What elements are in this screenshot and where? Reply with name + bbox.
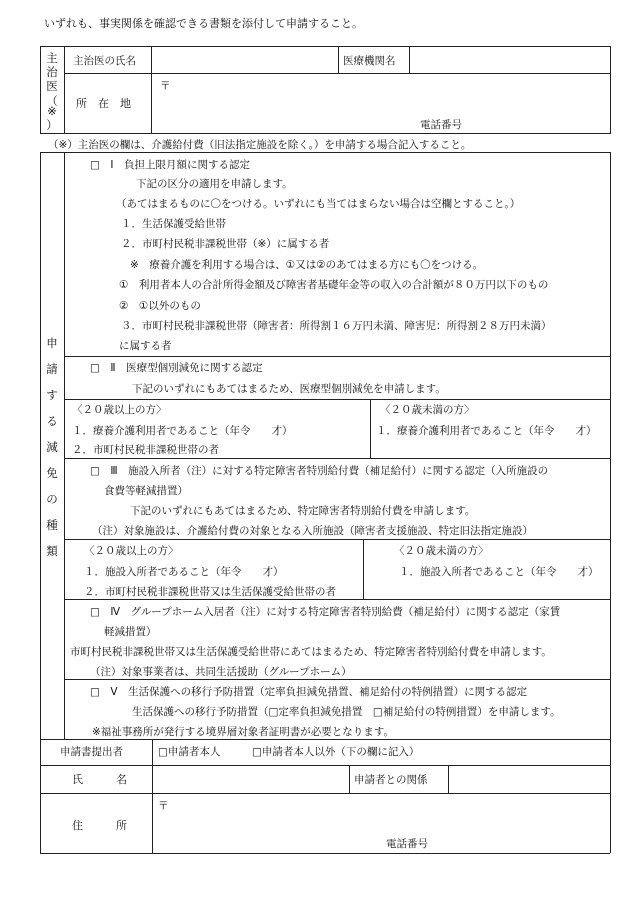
- submitter-option-other[interactable]: □申請者本人以外（下の欄に記入）: [252, 746, 420, 758]
- section-2-left-item2[interactable]: ２．市町村民税非課税世帯の者: [72, 444, 219, 456]
- section-5-note: ※福祉事務所が発行する境界層対象者証明書が必要となります。: [92, 726, 394, 738]
- section-5-checkbox-title[interactable]: □ Ⅴ 生活保護への移行予防措置（定率負担減免措置、補足給付の特例措置）に関する認定: [90, 686, 528, 698]
- section-2-right-head: 〈２０歳未満の方〉: [380, 404, 475, 416]
- postal-mark: 〒: [160, 80, 171, 92]
- section-3-line1: 下記のいずれにもあてはまるため、特定障害者特別給付費を申請します。: [130, 505, 476, 517]
- section-2-left-item1[interactable]: １．療養介護利用者であること（年令 才）: [72, 425, 293, 437]
- doctor-phone-label: 電話番号: [420, 119, 462, 131]
- top-note: いずれも、事実関係を確認できる書類を添付して申請すること。: [44, 17, 363, 30]
- doctor-name-field[interactable]: [155, 50, 335, 71]
- section-5-line1[interactable]: 生活保護への移行予防措置（□定率負担減免措置 □補足給付の特例措置）を申請します。: [132, 706, 561, 718]
- section-4-line1: 市町村民税非課税世帯又は生活保護受給世帯にあてはまるため、特定障害者特別給付費を申請します。: [70, 646, 552, 658]
- section-4-title-cont: 軽減措置）: [104, 626, 157, 638]
- relation-field[interactable]: [452, 769, 607, 790]
- section-1-item2-a[interactable]: ① 利用者本人の合計所得金額及び障害者基礎年金等の収入の合計額が８０万円以下のもの: [119, 279, 549, 291]
- section-1-item2[interactable]: ２．市町村民税非課税世帯（※）に属する者: [121, 238, 330, 250]
- section-2-left-head: 〈２０歳以上の方〉: [72, 404, 167, 416]
- section-4-checkbox-title[interactable]: □ Ⅳ グループホーム入居者（注）に対する特定障害者特別給費（補足給付）に関する認定（家賃: [90, 606, 561, 618]
- applicant-address-field[interactable]: [156, 797, 607, 850]
- section-1-item3[interactable]: ３．市町村民税非課税世帯（障害者：所得割１６万円未満、障害児：所得割２８万円未満）: [121, 320, 552, 332]
- section-1-item3-cont: に属する者: [119, 340, 172, 352]
- section-1-item2-note: ※ 療養介護を利用する場合は、①又は②のあてはまる方にも〇をつける。: [130, 259, 484, 271]
- section-1-line1: 下記の区分の適用を申請します。: [136, 178, 293, 190]
- section-3-left-head: 〈２０歳以上の方〉: [84, 545, 179, 557]
- submitter-label: 申請書提出者: [60, 746, 123, 758]
- doctor-address-field[interactable]: [155, 77, 607, 131]
- submitter-option-self[interactable]: □申請者本人: [158, 746, 221, 758]
- relation-label: 申請者との関係: [354, 774, 428, 786]
- section-3-left-item1[interactable]: １．施設入所者であること（年令 才）: [84, 566, 284, 578]
- applicant-address-label: 住 所: [72, 819, 127, 832]
- section-2-checkbox-title[interactable]: □ Ⅱ 医療型個別減免に関する認定: [90, 362, 263, 374]
- section-3-note: （注）対象施設は、介護給付費の対象となる入所施設（障害者支援施設、特定旧法指定施設）: [92, 525, 533, 537]
- applicant-name-field[interactable]: [156, 769, 346, 790]
- doctor-name-label: 主治医の氏名: [73, 55, 136, 67]
- section-3-right-item1[interactable]: １．施設入所者であること（年令 才）: [399, 566, 599, 578]
- doctor-note: （※）主治医の欄は、介護給付費（旧法指定施設を除く。）を申請する場合記入すること。: [48, 139, 472, 151]
- institution-field[interactable]: [413, 50, 607, 71]
- doctor-address-label: 所 在 地: [76, 97, 131, 110]
- section-3-right-head: 〈２０歳未満の方〉: [394, 545, 489, 557]
- section-4-note: （注）対象事業者は、共同生活援助（グループホーム）: [90, 666, 352, 678]
- section-3-left-item2[interactable]: ２．市町村民税非課税世帯又は生活保護受給世帯の者: [84, 586, 336, 598]
- section-3-title-cont: 食費等軽減措置）: [104, 485, 188, 497]
- section-1-item1[interactable]: １．生活保護受給世帯: [121, 218, 226, 230]
- section-1-line2: （あてはまるものに〇をつける。いずれにも当てはまらない場合は空欄とすること。）: [116, 198, 521, 210]
- section-2-line1: 下記のいずれにもあてはまるため、医療型個別減免を申請します。: [132, 383, 446, 395]
- section-2-right-item1[interactable]: １．療養介護利用者であること（年令 才）: [376, 425, 597, 437]
- section-1-item2-b[interactable]: ② ①以外のもの: [119, 300, 201, 312]
- applicant-phone-label: 電話番号: [386, 838, 428, 850]
- institution-label: 医療機関名: [343, 55, 396, 67]
- section-1-checkbox-title[interactable]: □ Ⅰ 負担上限月額に関する認定: [90, 159, 251, 171]
- applicant-postal-mark: 〒: [158, 800, 169, 812]
- section-3-checkbox-title[interactable]: □ Ⅲ 施設入所者（注）に対する特定障害者特別給付費（補足給付）に関する認定（入所施設の: [90, 465, 549, 477]
- applicant-name-label: 氏 名: [72, 773, 127, 786]
